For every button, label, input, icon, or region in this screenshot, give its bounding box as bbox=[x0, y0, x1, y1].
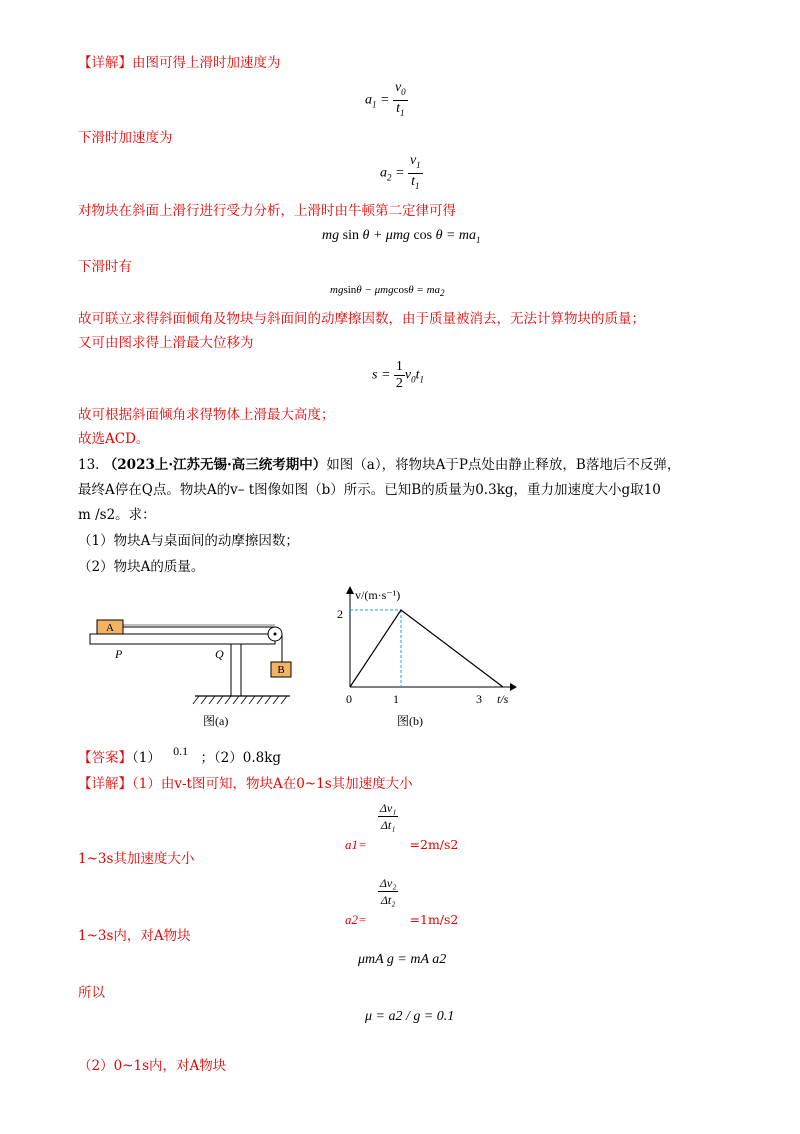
equation-down: $mgsin\theta - \mu mgcos\theta = ma_2$ bbox=[330, 284, 445, 299]
answer-line bbox=[78, 744, 282, 768]
a2-rhs: =1m/s2 bbox=[409, 912, 459, 927]
equation-up: mg sin θ + μmg $\cos \theta = ma_1$ bbox=[322, 228, 481, 245]
solution-line-1 bbox=[78, 774, 413, 794]
figure-b-chart bbox=[325, 582, 525, 732]
answer-label: 【答案】 bbox=[78, 750, 132, 766]
a2-num: Δv₂ bbox=[379, 876, 397, 890]
problem-text-3: m /s2。求： bbox=[78, 507, 156, 523]
solution-line-2: 1~3s其加速度大小 bbox=[78, 851, 195, 867]
question-1: （1）物块A与桌面间的动摩擦因数； bbox=[78, 533, 299, 549]
a1-lhs: a1= bbox=[345, 837, 367, 852]
solution-line-1-text: 【详解】（1）由v-t图可知，物块A在0~1s其加速度大小 bbox=[78, 776, 413, 792]
tick-label-y-2: 2 bbox=[337, 607, 343, 621]
equation-a1: $a_1$ = $\frac{v_0}{t_1}$ bbox=[365, 80, 406, 118]
detail-line-7: 故可根据斜面倾角求得物体上滑最大高度； bbox=[78, 407, 335, 423]
question-2: （2）物块A的质量。 bbox=[78, 559, 205, 575]
series-line-v bbox=[350, 610, 503, 687]
label-q: Q bbox=[215, 647, 224, 661]
detail-line-3: 对物块在斜面上滑行进行受力分析，上滑时由牛顿第二定律可得 bbox=[78, 203, 456, 219]
equation-a2: $a_2$ = $\frac{v_1}{t_1}$ bbox=[380, 153, 421, 191]
a1-rhs: =2m/s2 bbox=[409, 837, 459, 852]
equation-mu: μ = a2 / g = 0.1 bbox=[365, 1009, 455, 1024]
answer-value-1: 0.1 bbox=[173, 744, 189, 758]
tick-label-x-3: 3 bbox=[476, 692, 482, 706]
label-p: P bbox=[115, 647, 123, 661]
a1-num: Δv₁ bbox=[379, 801, 397, 815]
detail-line-2: 下滑时加速度为 bbox=[78, 130, 173, 146]
a2-den: Δt₂ bbox=[380, 893, 396, 907]
tick-label-x-1: 1 bbox=[393, 692, 399, 706]
equation-a1-value bbox=[345, 800, 459, 852]
y-axis-label: v/(m·s⁻¹) bbox=[355, 588, 401, 602]
detail-line-1: 【详解】由图可得上滑时加速度为 bbox=[78, 55, 281, 71]
detail-line-5: 故可联立求得斜面倾角及物块与斜面间的动摩擦因数，由于质量被消去，无法计算物块的质量； bbox=[78, 311, 645, 327]
problem-line-1 bbox=[78, 455, 680, 475]
caption-a: 图(a) bbox=[203, 714, 229, 728]
detail-line-4: 下滑时有 bbox=[78, 259, 132, 275]
x-axis-label: t/s bbox=[497, 692, 509, 706]
solution-line-5: （2）0~1s内，对A物块 bbox=[78, 1058, 227, 1074]
problem-text-1: 如图（a），将物块A于P点处由静止释放，B落地后不反弹， bbox=[326, 457, 681, 473]
table-top bbox=[90, 634, 275, 644]
a2-fraction bbox=[378, 875, 399, 908]
answer-part2: ；（2）0.8kg bbox=[200, 750, 282, 766]
equation-s: s = $\frac{1}{2}$ $v_0t_1$ bbox=[372, 359, 425, 391]
detail-line-6: 又可由图求得上滑最大位移为 bbox=[78, 335, 254, 351]
problem-text-2: 最终A停在Q点。物块A的v– t图像如图（b）所示。已知B的质量为0.3kg，重力加速度大小g取10 bbox=[78, 482, 661, 498]
detail-line-8: 故选ACD。 bbox=[78, 431, 150, 447]
problem-source: （2023上·江苏无锡·高三统考期中） bbox=[103, 457, 327, 473]
a1-fraction bbox=[378, 800, 399, 833]
a1-den: Δt₁ bbox=[380, 818, 396, 832]
label-b: B bbox=[277, 664, 285, 676]
equation-a2-value bbox=[345, 875, 459, 927]
tick-label-x-0: 0 bbox=[346, 692, 352, 706]
answer-part1: （1） bbox=[132, 750, 161, 766]
equation-friction: μmA g = mA a2 bbox=[358, 952, 447, 967]
caption-b: 图(b) bbox=[397, 714, 423, 728]
a2-lhs: a2= bbox=[345, 912, 367, 927]
solution-line-3: 1~3s内，对A物块 bbox=[78, 928, 191, 944]
problem-number: 13. bbox=[78, 457, 100, 473]
figure-a bbox=[85, 612, 310, 732]
solution-line-4: 所以 bbox=[78, 985, 105, 1001]
label-a: A bbox=[106, 622, 114, 634]
table-leg bbox=[231, 644, 241, 696]
